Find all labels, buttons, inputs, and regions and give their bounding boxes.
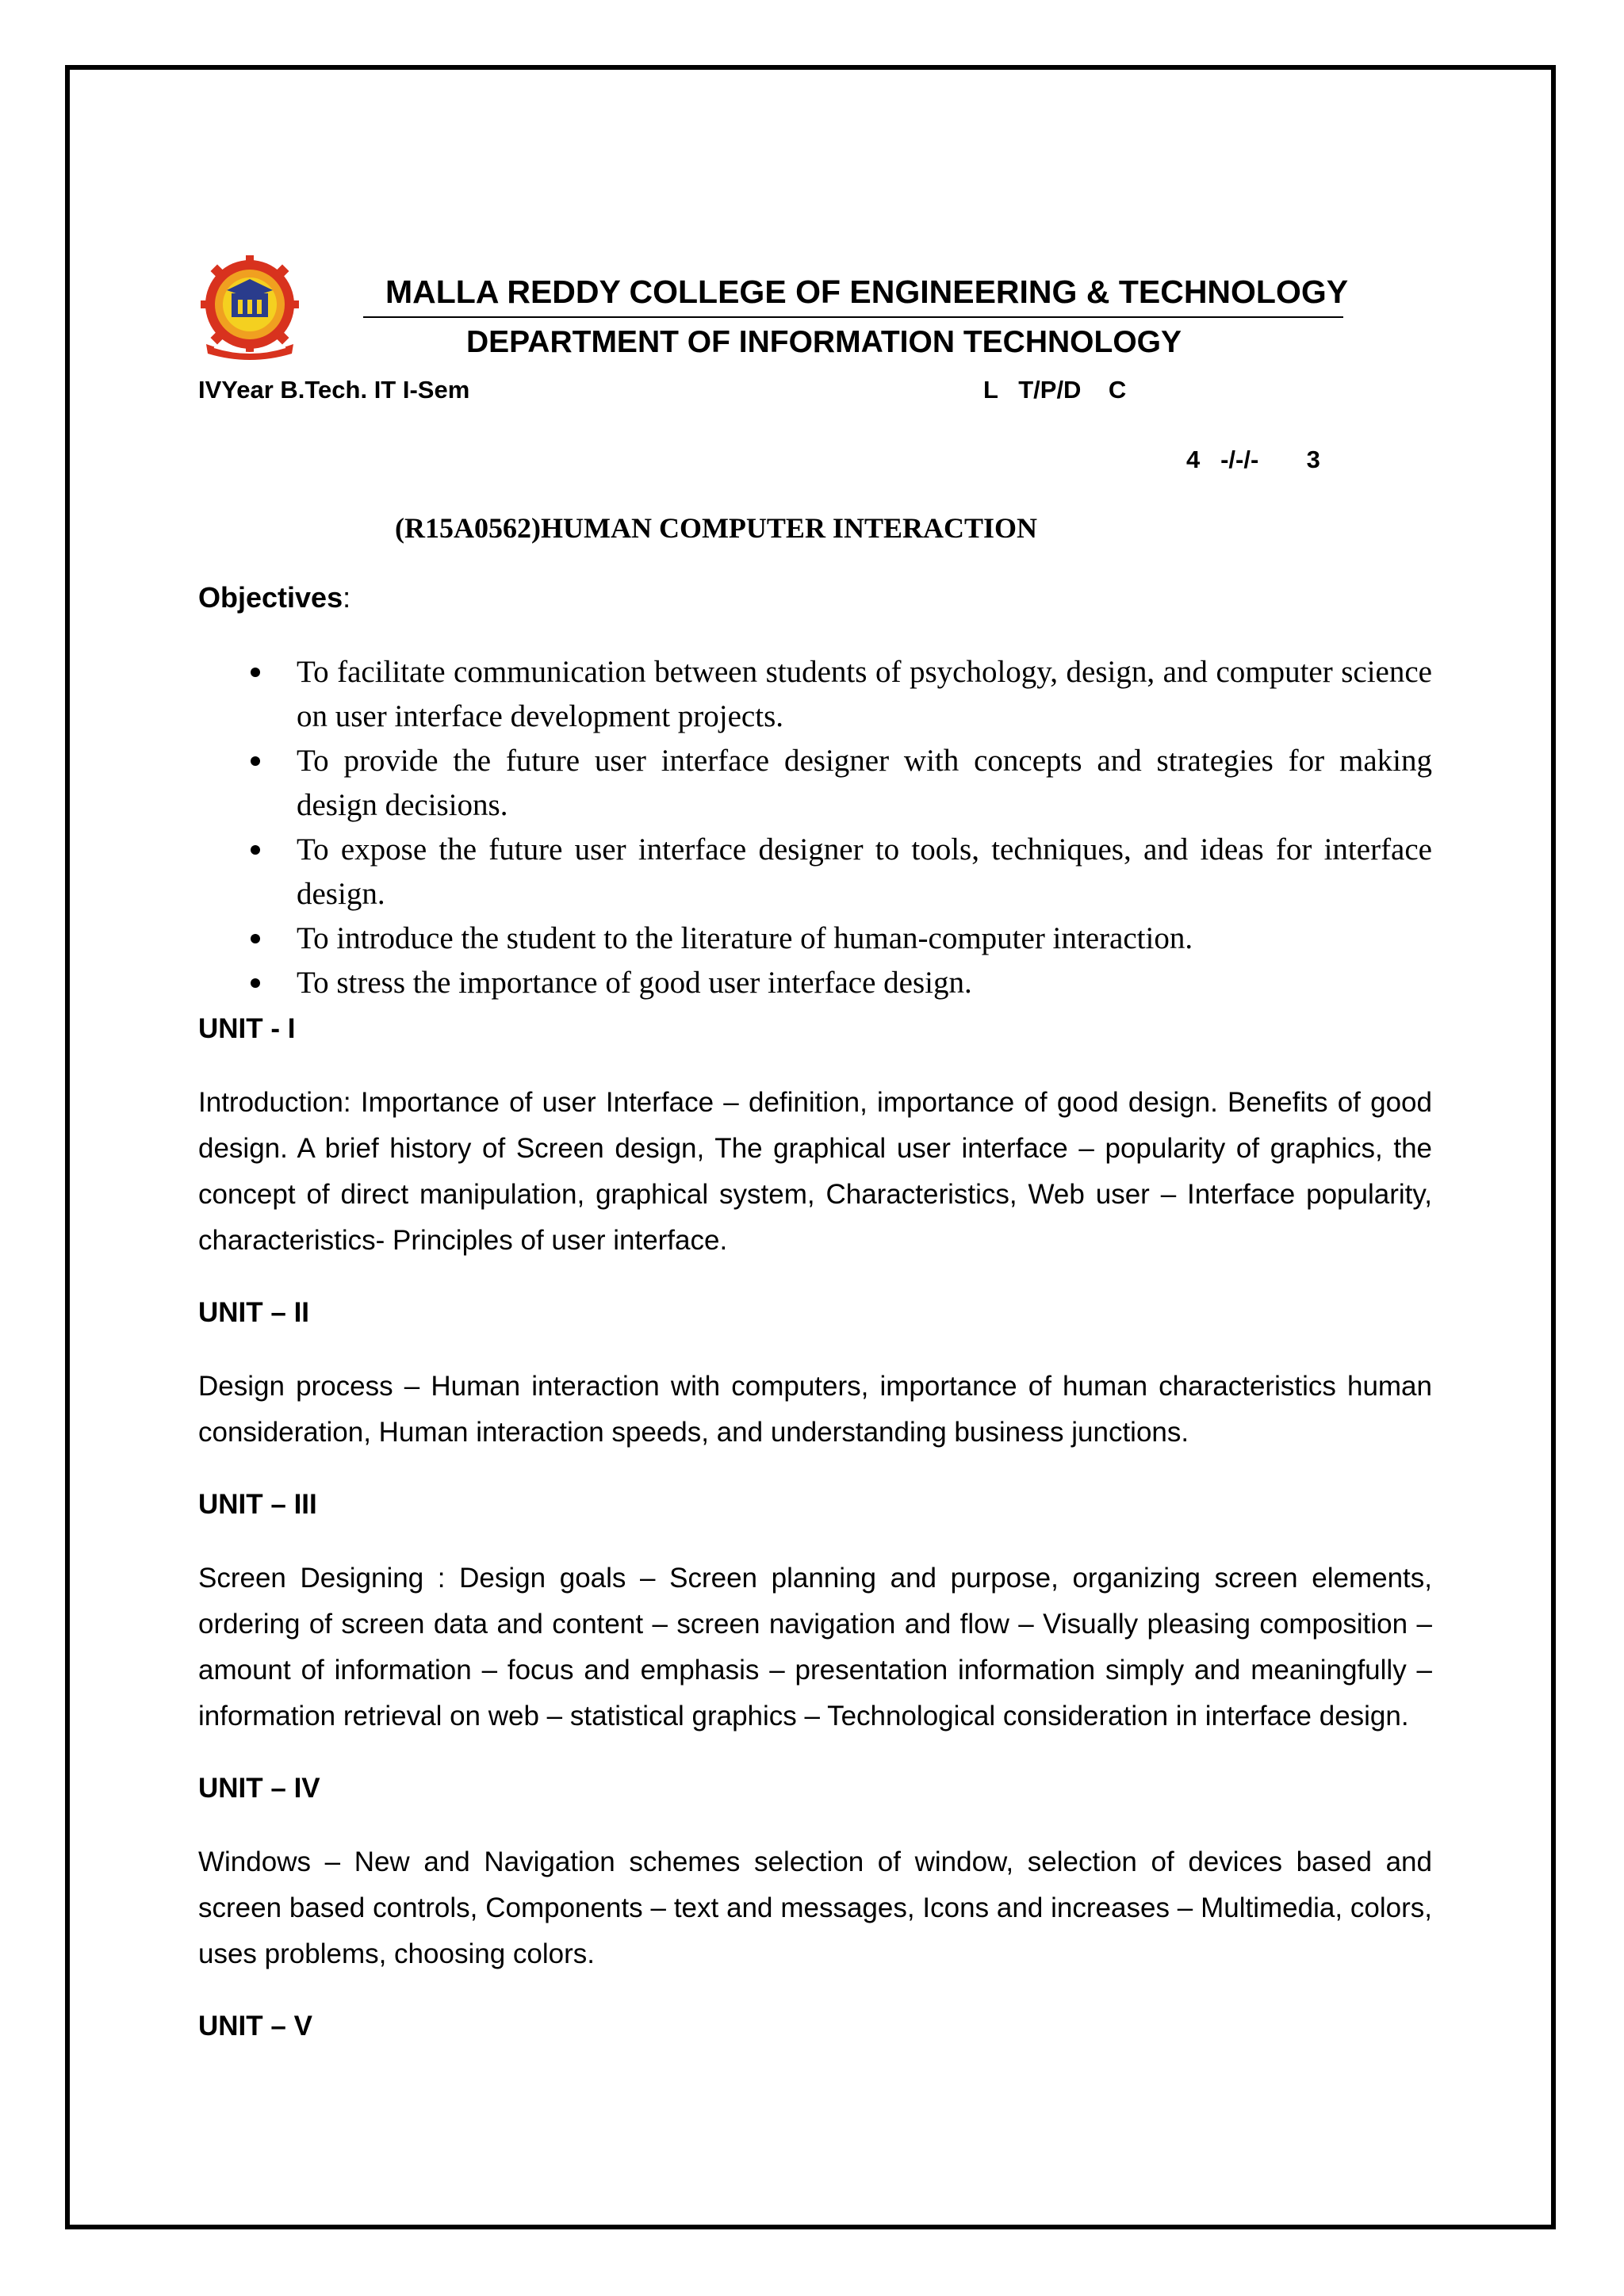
bullet-icon bbox=[251, 756, 260, 766]
objective-item bbox=[198, 828, 1432, 916]
objectives-heading bbox=[198, 579, 350, 617]
unit-3-heading: UNIT – III bbox=[198, 1489, 317, 1520]
units-section bbox=[198, 1007, 1432, 2049]
unit-3-body: Screen Designing : Design goals – Screen planning and purpose, organizing screen elements, ordering of screen data and content – screen navigation and flow – Visually pleasing composition – amount of information – focus and emphasis – presentation information simply and meaningfully – information retrieval on web – statistical graphics – Technological consideration in interface design. bbox=[198, 1563, 1432, 1732]
objective-item bbox=[198, 650, 1432, 739]
objective-text: To introduce the student to the literature of human-computer interaction. bbox=[297, 921, 1193, 955]
bullet-icon bbox=[251, 978, 260, 988]
bullet-icon bbox=[251, 845, 260, 855]
unit-1-heading: UNIT - I bbox=[198, 1013, 296, 1044]
objective-text: To stress the importance of good user interface design. bbox=[297, 966, 972, 1000]
bullet-icon bbox=[251, 934, 260, 943]
objectives-label: Objectives bbox=[198, 581, 343, 614]
department-name: DEPARTMENT OF INFORMATION TECHNOLOGY bbox=[466, 325, 1182, 359]
course-title: (R15A0562)HUMAN COMPUTER INTERACTION bbox=[395, 512, 1037, 544]
objective-text: To facilitate communication between students of psychology, design, and computer science on user interface development projects. bbox=[297, 655, 1432, 733]
objective-item bbox=[198, 916, 1432, 961]
semester-line: IVYear B.Tech. IT I-Sem bbox=[198, 376, 470, 404]
objectives-colon: : bbox=[343, 581, 351, 614]
objective-text: To provide the future user interface designer with concepts and strategies for making design decisions. bbox=[297, 744, 1432, 822]
objective-item bbox=[198, 739, 1432, 828]
unit-1-body: Introduction: Importance of user Interface – definition, importance of good design. Benefits of good design. A brief history of Screen design, The graphical user interface – popularity of graphics, the concept of direct manipulation, graphical system, Characteristics, Web user – Interface popularity, characteristics- Principles of user interface. bbox=[198, 1087, 1432, 1256]
ltpc-labels: L T/P/D C bbox=[983, 376, 1127, 404]
college-name: MALLA REDDY COLLEGE OF ENGINEERING & TECHNOLOGY bbox=[385, 274, 1349, 310]
unit-4-heading: UNIT – IV bbox=[198, 1773, 320, 1804]
objectives-list bbox=[198, 650, 1432, 1005]
unit-5-heading: UNIT – V bbox=[198, 2011, 312, 2042]
objective-text: To expose the future user interface designer to tools, techniques, and ideas for interface design. bbox=[297, 832, 1432, 911]
unit-2-heading: UNIT – II bbox=[198, 1297, 310, 1328]
college-logo bbox=[190, 255, 309, 366]
ltpc-values: 4 -/-/- 3 bbox=[1186, 446, 1320, 473]
unit-2-body: Design process – Human interaction with computers, importance of human characteristics human consideration, Human interaction speeds, and understanding business junctions. bbox=[198, 1371, 1432, 1448]
unit-4-body: Windows – New and Navigation schemes selection of window, selection of devices based and screen based controls, Components – text and messages, Icons and increases – Multimedia, colors, uses problems, choosing colors. bbox=[198, 1846, 1432, 1969]
header-underline bbox=[363, 316, 1343, 318]
bullet-icon bbox=[251, 668, 260, 677]
objective-item bbox=[198, 961, 1432, 1005]
